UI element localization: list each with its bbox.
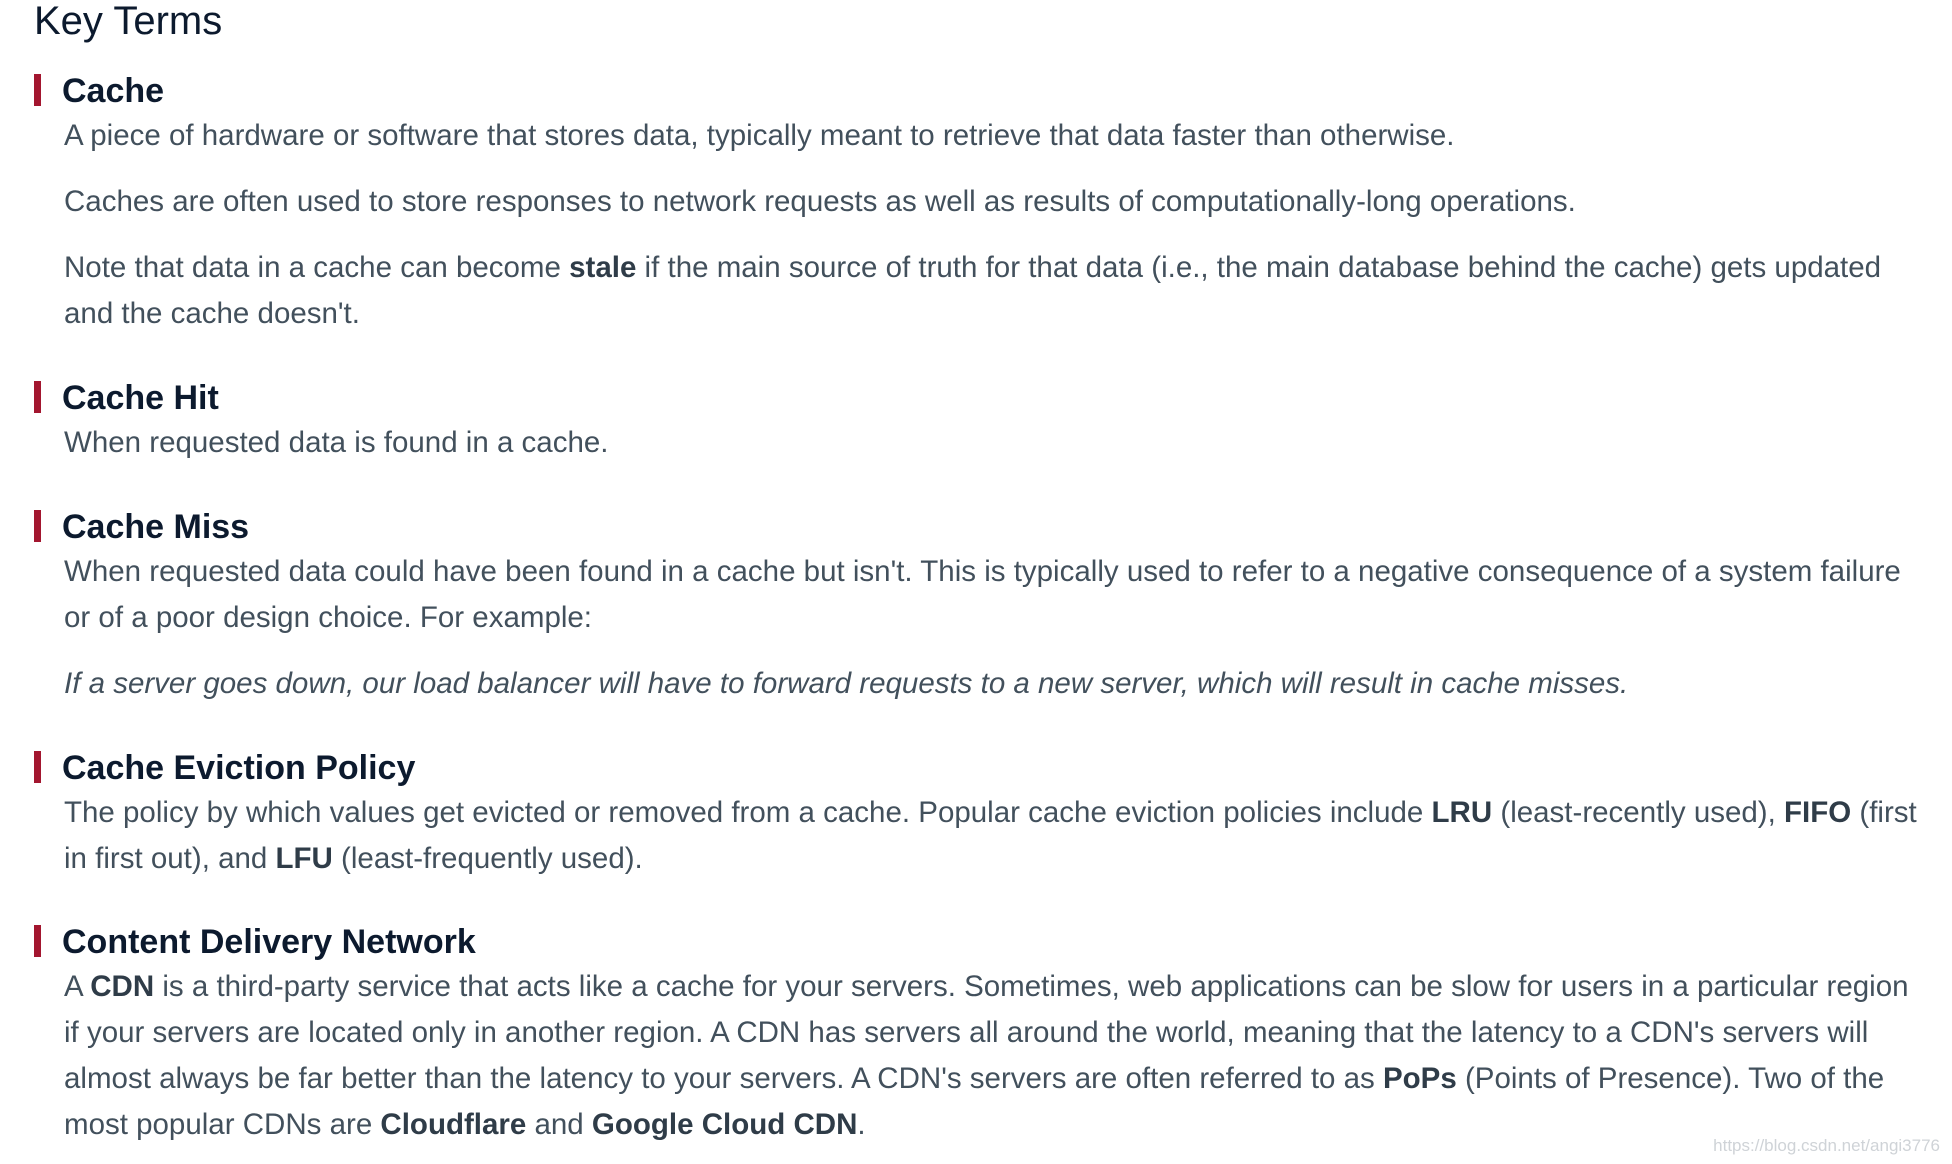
paragraph-text: (least-recently used),	[1492, 796, 1785, 829]
paragraph-text: When requested data could have been found in a cache but isn't. This is typically used to refer to a negative consequence of a system failure or of a poor design choice. For example:	[64, 555, 1901, 634]
page-title: Key Terms	[34, 0, 223, 43]
example-paragraph	[64, 661, 1924, 707]
term-body	[34, 113, 1924, 337]
bold-term: PoPs	[1382, 1062, 1457, 1095]
term-cache	[34, 69, 1914, 337]
paragraph	[64, 179, 1924, 225]
term-heading	[34, 69, 1914, 113]
term-body	[34, 420, 1924, 466]
term-title: Cache Miss	[62, 508, 250, 546]
paragraph	[64, 964, 1924, 1148]
paragraph-text: if the main source of truth for that data (i.e., the main database behind the cache) gets updated and the cache doesn't.	[64, 251, 1882, 330]
term-content-delivery-network	[34, 920, 1914, 1148]
term-title: Content Delivery Network	[62, 923, 476, 961]
term-title: Cache Eviction Policy	[62, 749, 416, 787]
paragraph-text: A	[64, 970, 91, 1003]
term-cache-eviction-policy	[34, 746, 1917, 882]
term-body	[34, 790, 1924, 882]
paragraph	[64, 420, 1924, 466]
bold-term: Google Cloud CDN	[591, 1108, 858, 1141]
paragraph-text: .	[857, 1108, 866, 1141]
paragraph-text: The policy by which values get evicted or removed from a cache. Popular cache eviction policies include	[64, 796, 1432, 829]
paragraph-text: A piece of hardware or software that stores data, typically meant to retrieve that data faster than otherwise.	[64, 119, 1455, 152]
paragraph	[64, 549, 1924, 641]
accent-bar	[34, 925, 41, 957]
term-heading	[34, 746, 1914, 790]
paragraph-text: If a server goes down, our load balancer will have to forward requests to a new server, which will result in cache misses.	[64, 667, 1629, 700]
paragraph-text: Caches are often used to store responses to network requests as well as results of computationally-long operations.	[64, 185, 1576, 218]
term-title: Cache Hit	[62, 379, 219, 417]
accent-bar	[34, 751, 41, 783]
accent-bar	[34, 381, 41, 413]
bold-term: Cloudflare	[380, 1108, 527, 1141]
paragraph-text: When requested data is found in a cache.	[64, 426, 609, 459]
term-heading	[34, 376, 1914, 420]
term-title: Cache	[62, 72, 165, 110]
paragraph-text: (least-frequently used).	[332, 842, 643, 875]
paragraph	[64, 113, 1924, 159]
watermark: https://blog.csdn.net/angi3776	[1713, 1136, 1940, 1155]
paragraph-text: is a third-party service that acts like a cache for your servers. Sometimes, web applications can be slow for users in a particular region if your servers are located only in another region. A CDN has servers all around the world, meaning that the latency to a CDN's servers will almost always be far better than the latency to your servers. A CDN's servers are often referred to as	[64, 970, 1909, 1095]
bold-term: CDN	[90, 970, 155, 1003]
bold-term: LRU	[1431, 796, 1493, 829]
paragraph	[64, 245, 1924, 337]
bold-term: LFU	[275, 842, 333, 875]
bold-term: FIFO	[1784, 796, 1852, 829]
term-heading	[34, 920, 1914, 964]
term-heading	[34, 505, 1914, 549]
term-cache-hit	[34, 376, 1914, 466]
term-cache-miss	[34, 505, 1914, 707]
paragraph-text: and	[526, 1108, 592, 1141]
accent-bar	[34, 510, 41, 542]
term-body	[34, 964, 1924, 1148]
paragraph	[64, 790, 1924, 882]
paragraph-text: (Points of Presence). Two of the most popular CDNs are	[64, 1062, 1885, 1141]
paragraph-text: Note that data in a cache can become	[64, 251, 570, 284]
bold-term: stale	[569, 251, 637, 284]
accent-bar	[34, 74, 41, 106]
term-body	[34, 549, 1924, 707]
paragraph-text: (first in first out), and	[64, 796, 1917, 875]
